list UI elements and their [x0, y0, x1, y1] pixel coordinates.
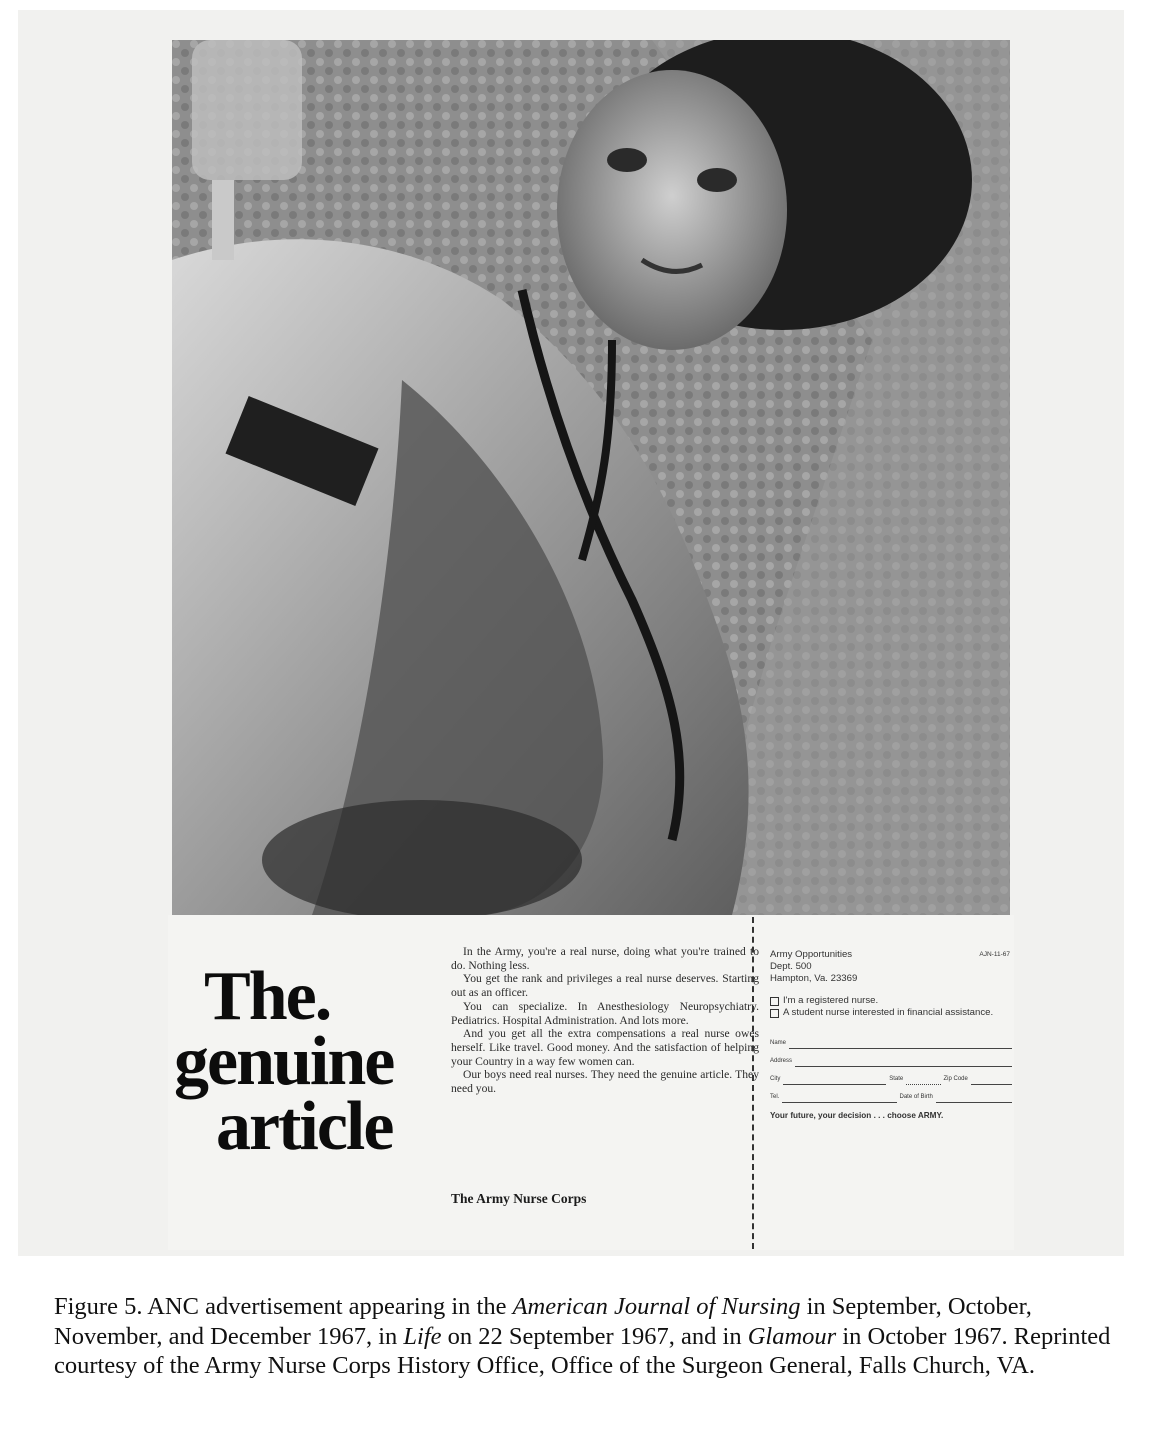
coupon-field-city-state-zip [770, 1073, 1012, 1085]
body-paragraph: You get the rank and privileges a real nurse deserves. Starting out as an officer. [451, 972, 759, 1000]
coupon-cut-line [752, 917, 754, 1249]
body-paragraph: And you get all the extra compensations a real nurse owes herself. Like travel. Good money. And the satisfaction of helping your Country in a way few women can. [451, 1027, 759, 1068]
field-label: Zip Code [943, 1076, 968, 1082]
checkbox-icon [770, 997, 779, 1006]
reply-coupon [770, 949, 1012, 1122]
caption-journal-title: American Journal of Nursing [512, 1293, 801, 1320]
field-label: Name [770, 1040, 787, 1046]
ad-signature: The Army Nurse Corps [451, 1191, 587, 1206]
field-label: Address [770, 1058, 793, 1064]
headline-line-1: The. [204, 958, 331, 1035]
coupon-option-registered [770, 995, 1012, 1007]
caption-magazine-life: Life [403, 1322, 442, 1350]
coupon-field-name [770, 1037, 1012, 1049]
caption-text: on 22 September 1967, and in [441, 1322, 748, 1350]
coupon-option-label: I'm a registered nurse. [783, 995, 879, 1006]
field-label: City [770, 1076, 781, 1082]
coupon-code: AJN-11-67 [979, 951, 1010, 958]
coupon-address-line: Army Opportunities [770, 949, 853, 960]
coupon-field-address [770, 1055, 1012, 1067]
caption-text: ANC advertisement appearing in the [142, 1293, 513, 1320]
advertisement-text-area [168, 915, 1014, 1250]
field-label: State [889, 1076, 904, 1082]
body-paragraph: Our boys need real nurses. They need the genuine article. They need you. [451, 1068, 759, 1096]
coupon-option-label: A student nurse interested in financial assistance. [783, 1007, 994, 1018]
ad-body-copy [451, 945, 759, 1096]
body-paragraph: You can specialize. In Anesthesiology Neuropsychiatry. Pediatrics. Hospital Administration. And lots more. [451, 999, 759, 1027]
coupon-tagline: Your future, your decision . . . choose ARMY. [770, 1111, 944, 1120]
headline-line-3: article [216, 1088, 393, 1165]
caption-text: in September, October, November, and December 1967, in [54, 1293, 1032, 1350]
coupon-option-student [770, 1007, 1012, 1019]
caption-text: in October 1967. Reprinted courtesy of the Army Nurse Corps History Office, Office of the Surgeon General, Falls Church, VA. [54, 1322, 1111, 1379]
caption-magazine-glamour: Glamour [747, 1322, 837, 1350]
caption-label: Figure 5. [54, 1293, 143, 1320]
headline-line-2: genuine [174, 1023, 394, 1100]
figure-caption [54, 1292, 1114, 1381]
nurse-photograph [172, 40, 1010, 915]
coupon-address-line: Dept. 500 [770, 961, 812, 972]
field-label: Date of Birth [899, 1094, 933, 1100]
field-label: Tel. [770, 1094, 780, 1100]
coupon-field-tel-dob [770, 1091, 1012, 1103]
checkbox-icon [770, 1009, 779, 1018]
coupon-address-line: Hampton, Va. 23369 [770, 973, 858, 984]
body-paragraph: In the Army, you're a real nurse, doing what you're trained to do. Nothing less. [451, 945, 759, 972]
